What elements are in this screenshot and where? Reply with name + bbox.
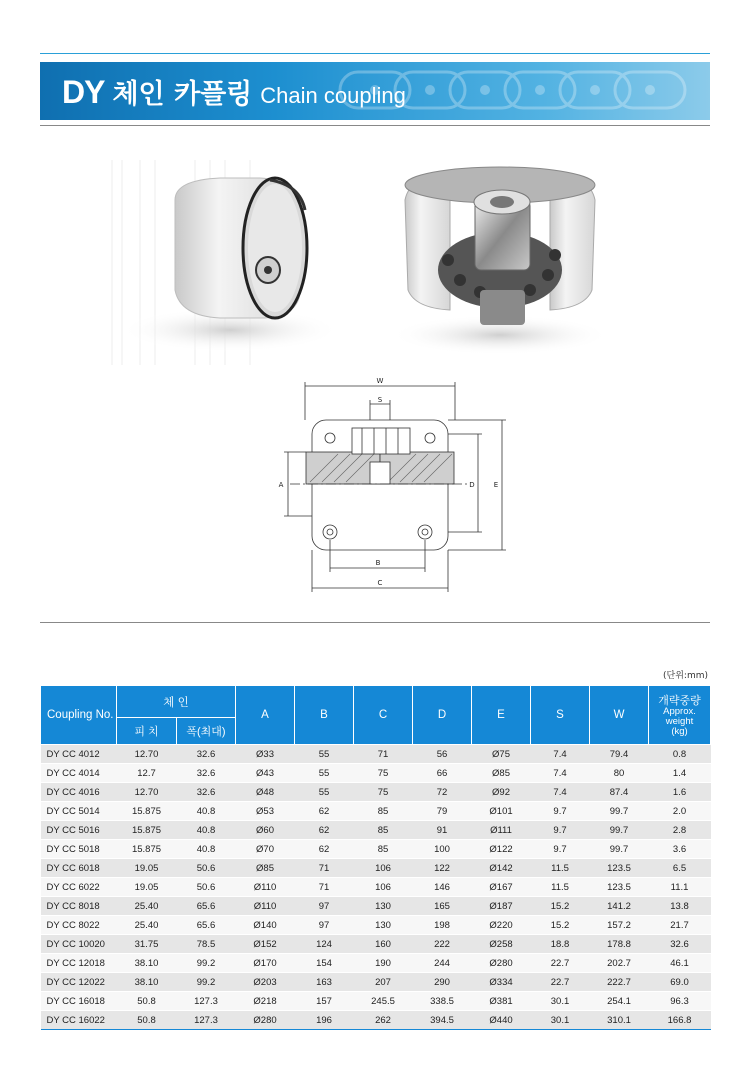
table-cell: DY CC 6018 [41,859,117,878]
header-weight [649,686,711,745]
table-cell: 127.3 [177,1011,236,1030]
table-cell: 7.4 [531,764,590,783]
table-cell: 66 [413,764,472,783]
table-cell: DY CC 12018 [41,954,117,973]
table-cell: 75 [354,783,413,802]
table-cell: 38.10 [117,973,177,992]
table-cell: 122 [413,859,472,878]
table-cell: Ø70 [236,840,295,859]
table-cell: Ø53 [236,802,295,821]
table-cell: 30.1 [531,1011,590,1030]
table-cell: 19.05 [117,878,177,897]
table-cell: 222 [413,935,472,954]
table-cell: 1.4 [649,764,711,783]
table-cell: Ø110 [236,878,295,897]
table-cell: 15.875 [117,840,177,859]
table-cell: 22.7 [531,973,590,992]
table-cell: 40.8 [177,802,236,821]
table-cell: 12.70 [117,745,177,764]
table-cell: 127.3 [177,992,236,1011]
table-cell: 123.5 [590,878,649,897]
table-cell: 100 [413,840,472,859]
table-cell: Ø187 [472,897,531,916]
table-cell: Ø92 [472,783,531,802]
dim-label-b: B [375,559,381,567]
table-row [41,840,711,859]
table-cell: 3.6 [649,840,711,859]
table-cell: 207 [354,973,413,992]
table-cell: 69.0 [649,973,711,992]
table-cell: Ø280 [472,954,531,973]
table-cell: 338.5 [413,992,472,1011]
table-cell: 25.40 [117,897,177,916]
table-cell: 394.5 [413,1011,472,1030]
table-cell: 106 [354,878,413,897]
table-cell: 15.875 [117,821,177,840]
table-row [41,821,711,840]
header-e: E [472,686,531,745]
table-cell: 62 [295,821,354,840]
table-cell: Ø48 [236,783,295,802]
table-cell: 55 [295,783,354,802]
table-cell: DY CC 8022 [41,916,117,935]
dim-label-s: S [377,396,383,404]
title-korean: 체인 카플링 [112,79,253,110]
table-row [41,878,711,897]
dim-label-e: E [493,481,499,489]
table-cell: 71 [295,878,354,897]
table-cell: DY CC 4012 [41,745,117,764]
header-weight-en2: weight [665,715,694,727]
table-cell: 9.7 [531,840,590,859]
table-cell: DY CC 5014 [41,802,117,821]
table-cell: 62 [295,840,354,859]
table-cell: 160 [354,935,413,954]
table-cell: 79.4 [590,745,649,764]
table-cell: 7.4 [531,745,590,764]
table-cell: 2.8 [649,821,711,840]
table-cell: 1.6 [649,783,711,802]
table-cell: 130 [354,916,413,935]
table-cell: 196 [295,1011,354,1030]
table-row [41,783,711,802]
open-coupling-photo [390,167,610,355]
table-cell: 85 [354,821,413,840]
table-cell: 22.7 [531,954,590,973]
table-cell: 40.8 [177,821,236,840]
table-cell: Ø122 [472,840,531,859]
dim-label-d: D [469,481,475,489]
table-cell: 62 [295,802,354,821]
table-cell: 123.5 [590,859,649,878]
table-cell: 87.4 [590,783,649,802]
table-cell: Ø33 [236,745,295,764]
header-chain: 체 인 [117,686,236,718]
table-cell: 245.5 [354,992,413,1011]
table-cell: Ø111 [472,821,531,840]
table-cell: 190 [354,954,413,973]
table-cell: 15.875 [117,802,177,821]
table-cell: Ø110 [236,897,295,916]
table-cell: 12.70 [117,783,177,802]
table-cell: Ø101 [472,802,531,821]
header-weight-en1: Approx. [663,705,696,717]
table-cell: 85 [354,802,413,821]
table-cell: 11.1 [649,878,711,897]
table-cell: 0.8 [649,745,711,764]
table-cell: DY CC 10020 [41,935,117,954]
table-cell: Ø280 [236,1011,295,1030]
table-cell: 32.6 [649,935,711,954]
table-cell: 7.4 [531,783,590,802]
table-cell: 166.8 [649,1011,711,1030]
table-cell: 32.6 [177,783,236,802]
table-cell: 71 [354,745,413,764]
closed-coupling-photo [120,178,340,352]
table-cell: 2.0 [649,802,711,821]
header-model: Coupling No. [41,686,117,745]
table-cell: 15.2 [531,916,590,935]
table-cell: 124 [295,935,354,954]
table-cell: 21.7 [649,916,711,935]
table-cell: 91 [413,821,472,840]
table-cell: Ø440 [472,1011,531,1030]
table-cell: 18.8 [531,935,590,954]
dim-label-a: A [278,481,284,489]
table-cell: DY CC 8018 [41,897,117,916]
table-cell: 80 [590,764,649,783]
table-cell: 141.2 [590,897,649,916]
table-cell: Ø167 [472,878,531,897]
table-row [41,954,711,973]
table-cell: DY CC 5018 [41,840,117,859]
table-cell: 71 [295,859,354,878]
table-cell: 50.8 [117,992,177,1011]
table-cell: DY CC 5016 [41,821,117,840]
table-cell: 154 [295,954,354,973]
table-cell: Ø85 [472,764,531,783]
table-cell: Ø170 [236,954,295,973]
table-cell: 106 [354,859,413,878]
table-row [41,973,711,992]
table-row [41,764,711,783]
table-cell: Ø381 [472,992,531,1011]
title-code: DY [62,74,105,110]
table-cell: 30.1 [531,992,590,1011]
spec-table-body [41,745,711,1030]
dim-label-c: C [377,579,383,587]
table-cell: 96.3 [649,992,711,1011]
header-a: A [236,686,295,745]
table-cell: Ø140 [236,916,295,935]
top-rule [40,53,710,54]
table-cell: 56 [413,745,472,764]
page-title [62,72,406,111]
header-w: W [590,686,649,745]
table-cell: 50.6 [177,859,236,878]
table-row [41,859,711,878]
table-cell: Ø75 [472,745,531,764]
table-cell: Ø43 [236,764,295,783]
header-s: S [531,686,590,745]
table-cell: 72 [413,783,472,802]
table-cell: 157.2 [590,916,649,935]
table-row [41,745,711,764]
table-cell: DY CC 16018 [41,992,117,1011]
table-cell: 78.5 [177,935,236,954]
title-banner [40,62,710,120]
table-row [41,897,711,916]
table-cell: 32.6 [177,745,236,764]
table-cell: 178.8 [590,935,649,954]
table-row [41,802,711,821]
table-cell: 97 [295,897,354,916]
table-cell: 50.6 [177,878,236,897]
table-cell: 12.7 [117,764,177,783]
table-cell: Ø203 [236,973,295,992]
table-cell: 13.8 [649,897,711,916]
table-cell: 244 [413,954,472,973]
table-cell: Ø142 [472,859,531,878]
header-c: C [354,686,413,745]
dim-label-w: W [376,377,384,385]
table-cell: DY CC 6022 [41,878,117,897]
table-cell: Ø85 [236,859,295,878]
table-cell: Ø60 [236,821,295,840]
table-cell: 222.7 [590,973,649,992]
table-cell: 15.2 [531,897,590,916]
table-cell: 99.7 [590,802,649,821]
spec-table [40,685,711,1030]
unit-label: (단위:mm) [663,671,708,681]
table-cell: 46.1 [649,954,711,973]
table-cell: 19.05 [117,859,177,878]
table-cell: 130 [354,897,413,916]
table-cell: Ø152 [236,935,295,954]
table-row [41,992,711,1011]
table-cell: 55 [295,745,354,764]
table-cell: 97 [295,916,354,935]
table-cell: 79 [413,802,472,821]
table-cell: DY CC 4014 [41,764,117,783]
table-cell: 25.40 [117,916,177,935]
table-cell: 157 [295,992,354,1011]
section-rule [40,622,710,623]
header-b: B [295,686,354,745]
table-cell: 38.10 [117,954,177,973]
table-cell: 9.7 [531,821,590,840]
table-cell: 85 [354,840,413,859]
header-weight-unit: (kg) [671,725,688,737]
table-cell: 6.5 [649,859,711,878]
table-cell: 40.8 [177,840,236,859]
header-pitch: 피 치 [117,718,177,745]
table-cell: 9.7 [531,802,590,821]
table-cell: 310.1 [590,1011,649,1030]
table-cell: 11.5 [531,878,590,897]
table-cell: 75 [354,764,413,783]
table-cell: 254.1 [590,992,649,1011]
table-cell: 99.7 [590,821,649,840]
table-cell: 11.5 [531,859,590,878]
header-d: D [413,686,472,745]
table-cell: 290 [413,973,472,992]
table-row [41,1011,711,1030]
table-cell: Ø334 [472,973,531,992]
table-cell: 165 [413,897,472,916]
header-weight-ko: 개략중량 [658,693,701,707]
banner-rule [40,125,710,126]
table-cell: Ø258 [472,935,531,954]
table-cell: 32.6 [177,764,236,783]
table-cell: 202.7 [590,954,649,973]
table-cell: 99.2 [177,954,236,973]
table-cell: 146 [413,878,472,897]
technical-drawing [270,372,530,602]
product-photos [100,140,660,370]
table-cell: 99.2 [177,973,236,992]
table-cell: 163 [295,973,354,992]
table-cell: DY CC 4016 [41,783,117,802]
table-cell: 262 [354,1011,413,1030]
table-cell: 55 [295,764,354,783]
table-cell: DY CC 16022 [41,1011,117,1030]
table-cell: Ø220 [472,916,531,935]
table-cell: 50.8 [117,1011,177,1030]
table-cell: 198 [413,916,472,935]
table-cell: Ø218 [236,992,295,1011]
table-cell: DY CC 12022 [41,973,117,992]
table-cell: 31.75 [117,935,177,954]
table-row [41,935,711,954]
table-row [41,916,711,935]
header-width-max: 폭(최대) [177,718,236,745]
title-english: Chain coupling [260,83,406,108]
table-cell: 65.6 [177,897,236,916]
table-cell: 99.7 [590,840,649,859]
table-cell: 65.6 [177,916,236,935]
